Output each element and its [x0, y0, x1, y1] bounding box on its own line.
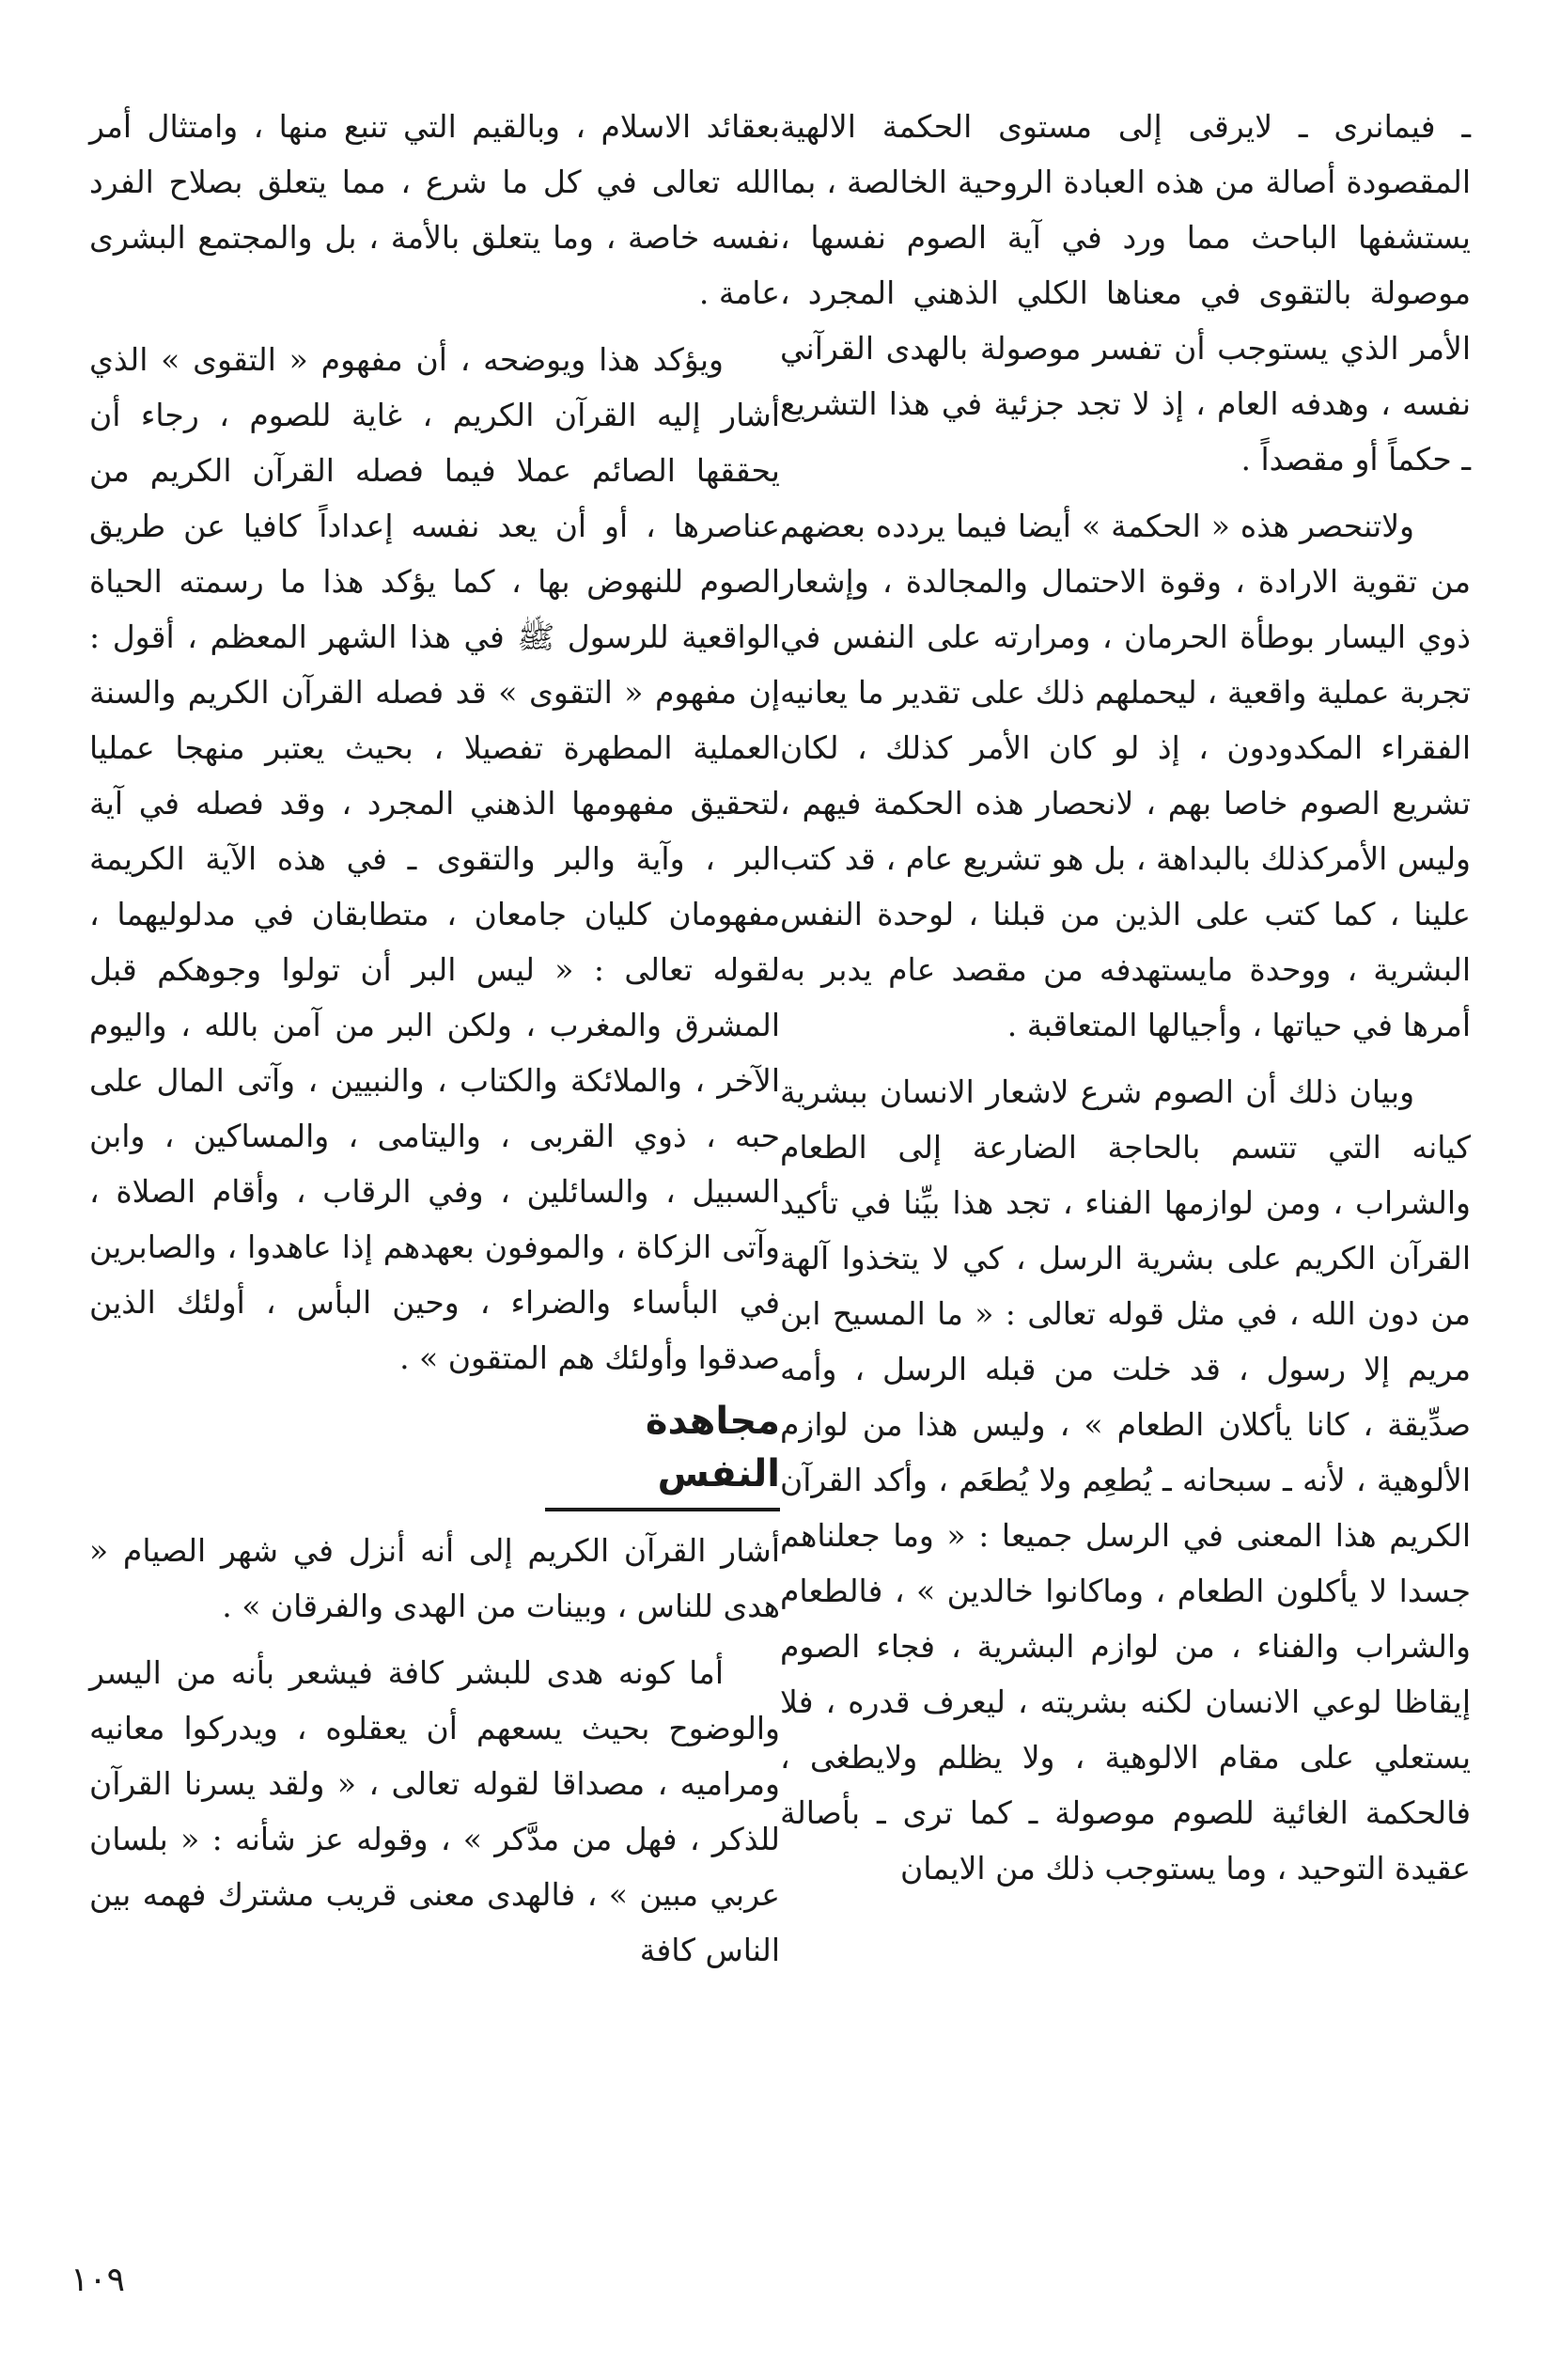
paragraph: ـ فيمانرى ـ لايرقى إلى مستوى الحكمة الالهية المقصودة أصالة من هذه العبادة الروحية الخالصة ، بما يستشفها الباحث مما ورد في آية الصوم نفسها ، موصولة بالتقوى في معناها الكلي الذهني المجرد ، الأمر الذي يستوجب أن تفسر موصولة بالهدى القرآني نفسه ، وهدفه العام ، إذ لا تجد جزئية في هذا التشريع ـ حكماً أو مقصداً . [780, 108, 1471, 478]
section-heading: مجاهدة النفس [545, 1395, 780, 1511]
paragraph: بعقائد الاسلام ، وبالقيم التي تنبع منها ، وامتثال أمر الله تعالى في كل ما شرع ، مما يتعلق بصلاح الفرد نفسه خاصة ، وما يتعلق بالأمة ، بل والمجتمع البشرى عامة . [89, 108, 780, 311]
paragraph: أشار القرآن الكريم إلى أنه أنزل في شهر الصيام « هدى للناس ، وبينات من الهدى والفرقان » . [89, 1532, 780, 1624]
paragraph: ويؤكد هذا ويوضحه ، أن مفهوم « التقوى » الذي أشار إليه القرآن الكريم ، غاية للصوم ، رجاء أن يحققها الصائم عملا فيما فصله القرآن الكريم من عناصرها ، أو أن يعد نفسه إعداداً كافيا عن طريق الصوم للنهوض بها ، كما يؤكد هذا ما رسمته الحياة الواقعية للرسول ﷺ في هذا الشهر المعظم ، أقول : إن مفهوم « التقوى » قد فصله القرآن الكريم والسنة العملية المطهرة تفصيلا ، بحيث يعتبر منهجا عمليا لتحقيق مفهومها الذهني المجرد ، وقد فصله في آية البر ، وآية والبر والتقوى ـ في هذه الآية الكريمة مفهومان كليان جامعان ، متطابقان في مدلوليهما ، لقوله تعالى : « ليس البر أن تولوا وجوهكم قبل المشرق والمغرب ، ولكن البر من آمن بالله ، واليوم الآخر ، والملائكة والكتاب ، والنبيين ، وآتى المال على حبه ، ذوي القربى ، واليتامى ، والمساكين ، وابن السبيل ، والسائلين ، وفي الرقاب ، وأقام الصلاة ، وآتى الزكاة ، والموفون بعهدهم إذا عاهدوا ، والصابرين في البأساء والضراء ، وحين البأس ، أولئك الذين صدقوا وأولئك هم المتقون » . [89, 341, 780, 1376]
paragraph: ولاتنحصر هذه « الحكمة » أيضا فيما يردده بعضهم من تقوية الارادة ، وقوة الاحتمال والمجالدة ، وإشعار ذوي اليسار بوطأة الحرمان ، ومرارته على النفس في تجربة عملية واقعية ، ليحملهم ذلك على تقدير ما يعانيه الفقراء المكدودون ، إذ لو كان الأمر كذلك ، لكان تشريع الصوم خاصا بهم ، لانحصار هذه الحكمة فيهم ، وليس الأمركذلك بالبداهة ، بل هو تشريع عام ، قد كتب علينا ، كما كتب على الذين من قبلنا ، لوحدة النفس البشرية ، ووحدة مايستهدفه من مقصد عام يدبر به أمرها في حياتها ، وأجيالها المتعاقبة . [780, 508, 1471, 1043]
paragraph: وبيان ذلك أن الصوم شرع لاشعار الانسان ببشرية كيانه التي تتسم بالحاجة الضارعة إلى الطعام والشراب ، ومن لوازمها الفناء ، تجد هذا بيِّنا في تأكيد القرآن الكريم على بشرية الرسل ، كي لا يتخذوا آلهة من دون الله ، في مثل قوله تعالى : « ما المسيح ابن مريم إلا رسول ، قد خلت من قبله الرسل ، وأمه صدِّيقة ، كانا يأكلان الطعام » ، وليس هذا من لوازم الألوهية ، لأنه ـ سبحانه ـ يُطعِم ولا يُطعَم ، وأكد القرآن الكريم هذا المعنى في الرسل جميعا : « وما جعلناهم جسدا لا يأكلون الطعام ، وماكانوا خالدين » ، فالطعام والشراب والفناء ، من لوازم البشرية ، فجاء الصوم إيقاظا لوعي الانسان لكنه بشريته ، ليعرف قدره ، فلا يستعلي على مقام الالوهية ، ولا يظلم ولايطغى ، فالحكمة الغائية للصوم موصولة ـ كما ترى ـ بأصالة عقيدة التوحيد ، وما يستوجب ذلك من الايمان [780, 1073, 1471, 1887]
paragraph: أما كونه هدى للبشر كافة فيشعر بأنه من اليسر والوضوح بحيث يسعهم أن يعقلوه ، ويدركوا معانيه ومراميه ، مصداقا لقوله تعالى ، « ولقد يسرنا القرآن للذكر ، فهل من مدَّكر » ، وقوله عز شأنه : « بلسان عربي مبين » ، فالهدى معنى قريب مشترك فهمه بين الناس كافة [89, 1654, 780, 1968]
right-column [780, 99, 1471, 1896]
page-number: ١٠٩ [70, 2261, 126, 2299]
left-column [89, 99, 780, 1978]
